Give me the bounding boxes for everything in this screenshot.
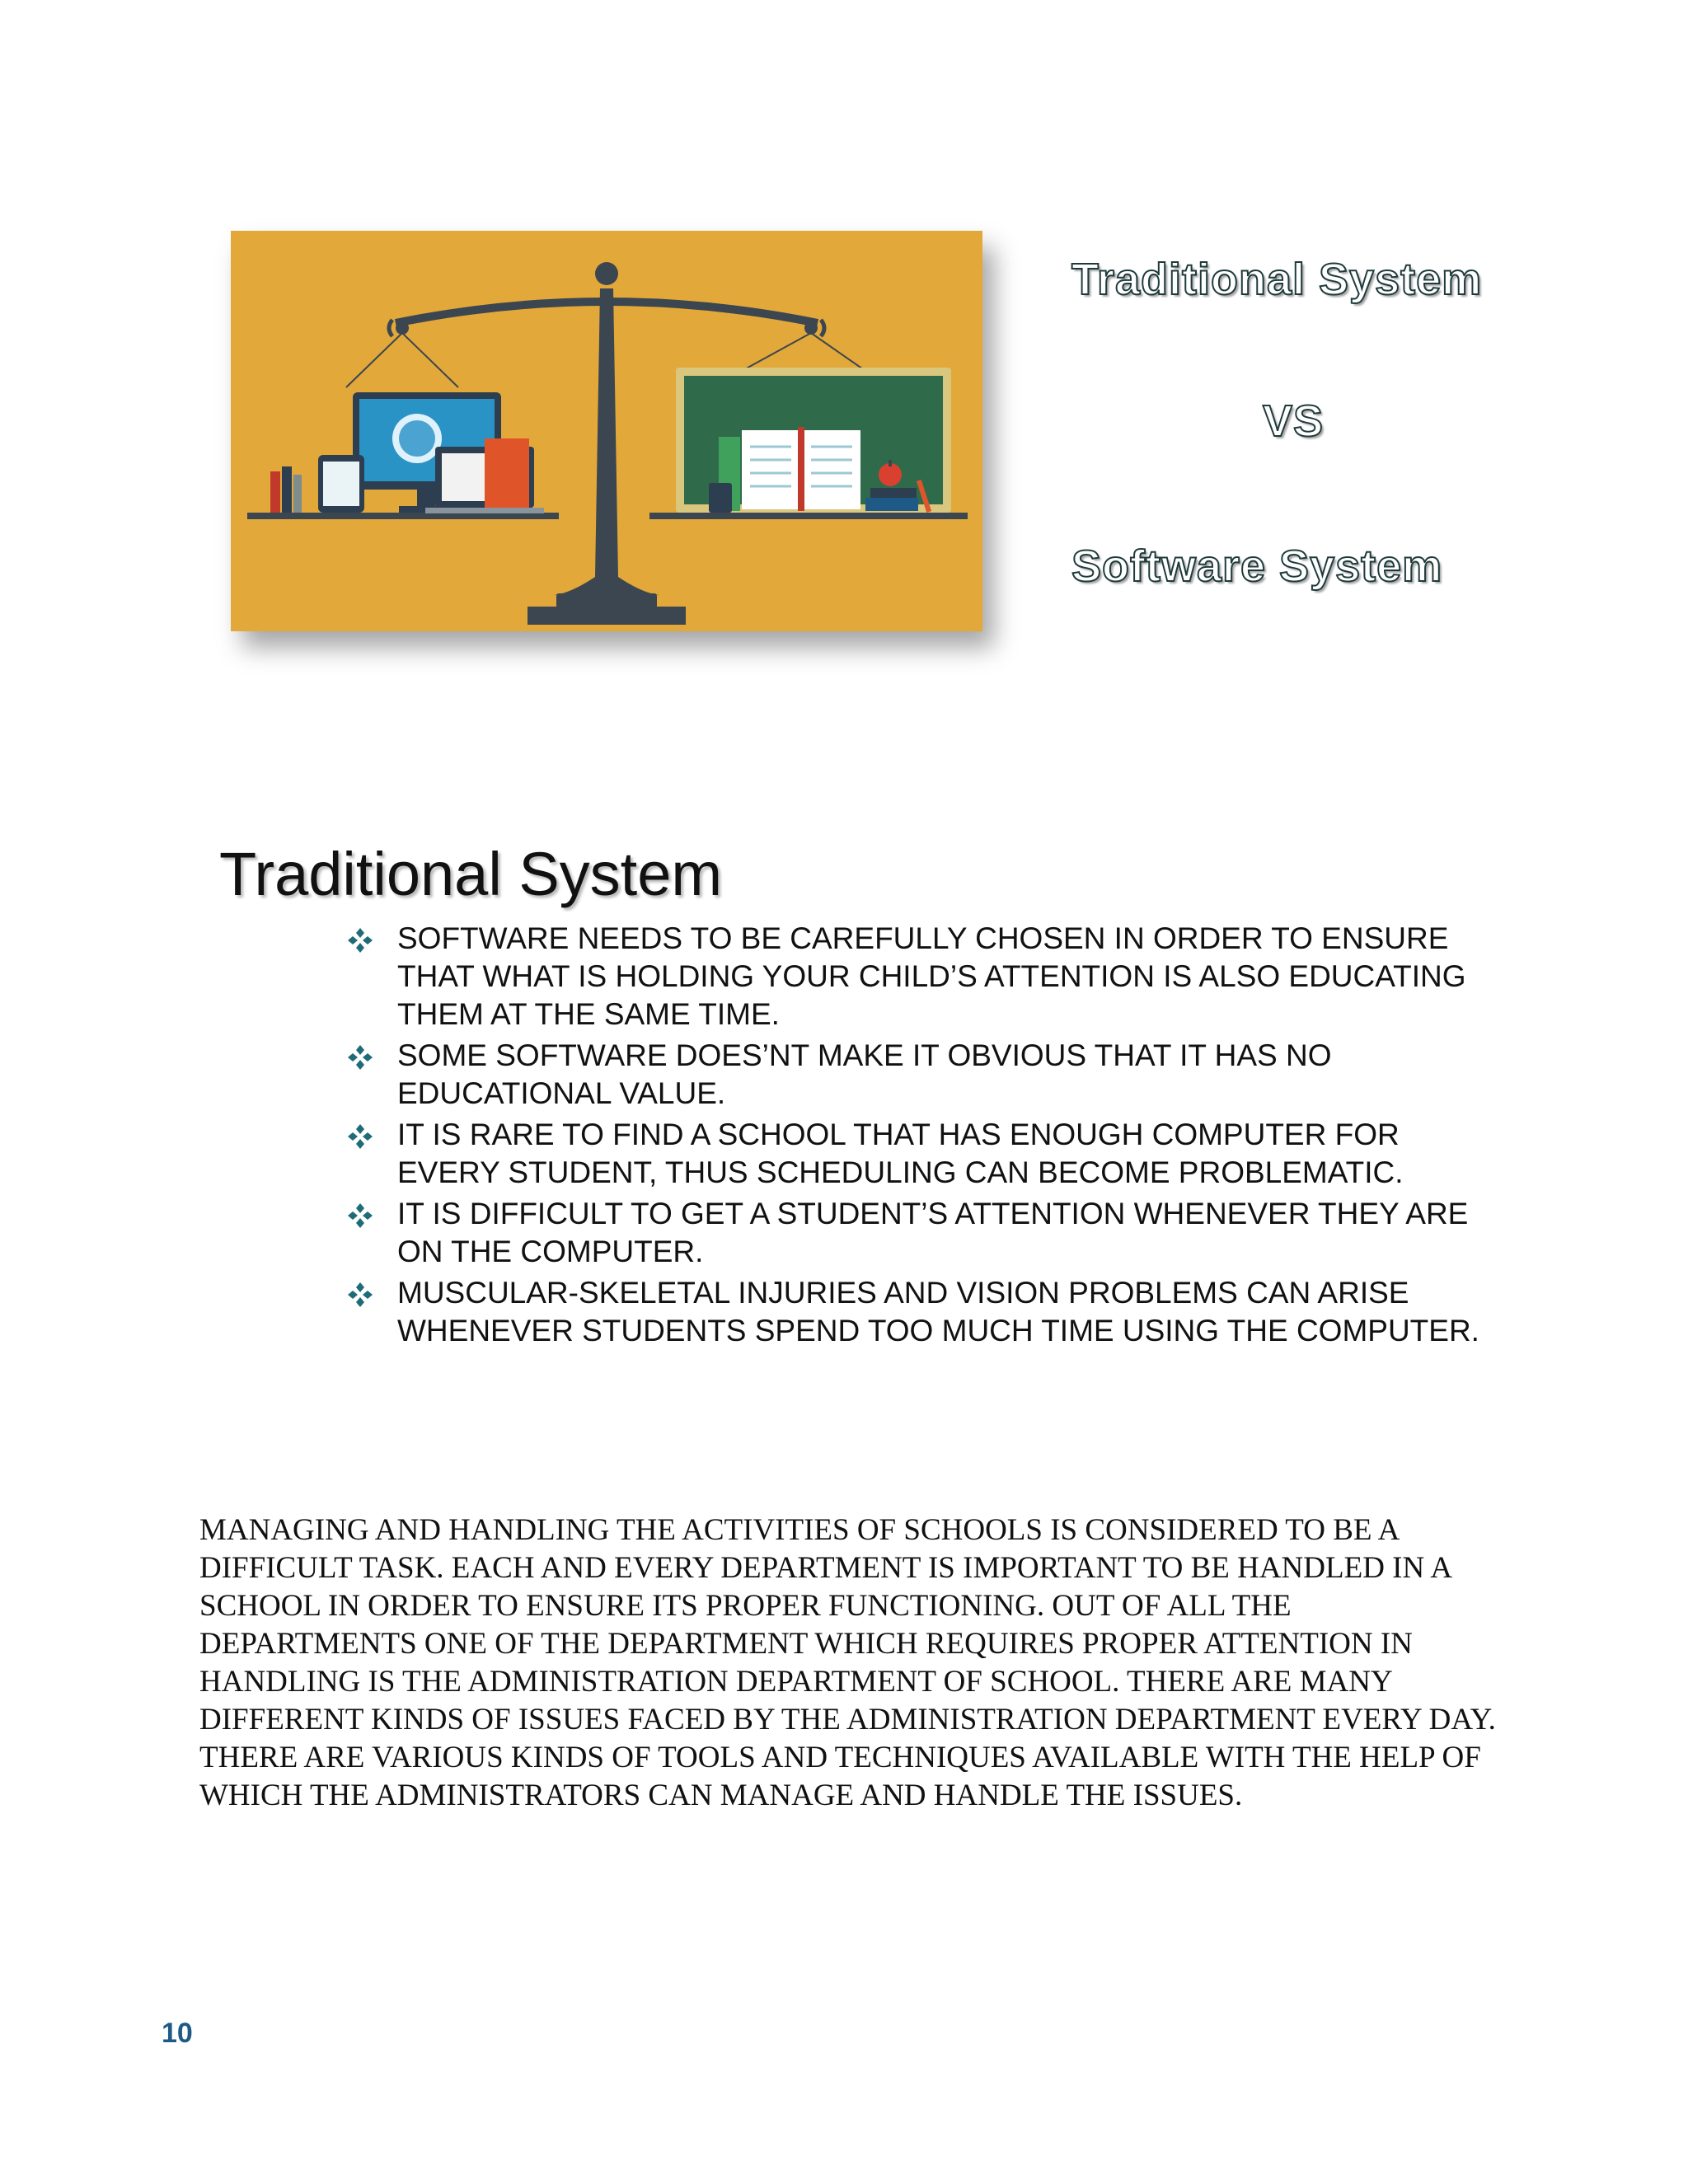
- list-item: [346, 1274, 1500, 1350]
- page-number: 10: [162, 2018, 193, 2049]
- bullet-text: IT IS RARE TO FIND A SCHOOL THAT HAS ENOUGH COMPUTER FOR EVERY STUDENT, THUS SCHEDULING CAN BECOME PROBLEMATIC.: [397, 1118, 1404, 1189]
- bullet-list: [346, 920, 1500, 1353]
- bullet-text: SOME SOFTWARE DOES’NT MAKE IT OBVIOUS THAT IT HAS NO EDUCATIONAL VALUE.: [397, 1038, 1332, 1110]
- list-item: [346, 920, 1500, 1033]
- bullet-text: IT IS DIFFICULT TO GET A STUDENT’S ATTENTION WHENEVER THEY ARE ON THE COMPUTER.: [397, 1197, 1469, 1268]
- four-diamond-bullet-icon: [346, 1281, 374, 1309]
- section-title: Traditional System: [219, 840, 723, 908]
- body-paragraph: MANAGING AND HANDLING THE ACTIVITIES OF SCHOOLS IS CONSIDERED TO BE A DIFFICULT TASK. EACH AND EVERY DEPARTMENT IS IMPORTANT TO BE HANDLED IN A SCHOOL IN ORDER TO ENSURE ITS PROPER FUNCTIONING. OUT OF ALL THE DEPARTMENTS ONE OF THE DEPARTMENT WHICH REQUIRES PROPER ATTENTION IN HANDLING IS THE ADMINISTRATION DEPARTMENT OF SCHOOL. THERE ARE MANY DIFFERENT KINDS OF ISSUES FACED BY THE ADMINISTRATION DEPARTMENT EVERY DAY. THERE ARE VARIOUS KINDS OF TOOLS AND TECHNIQUES AVAILABLE WITH THE HELP OF WHICH THE ADMINISTRATORS CAN MANAGE AND HANDLE THE ISSUES.: [199, 1513, 1496, 1812]
- hero-heading-traditional: Traditional System: [1071, 255, 1483, 304]
- hero-heading-software: Software System: [1071, 541, 1443, 591]
- scale-illustration-graphic: [231, 231, 982, 631]
- list-item: [346, 1116, 1500, 1192]
- four-diamond-bullet-icon: [346, 926, 374, 954]
- list-item: [346, 1195, 1500, 1271]
- hero-heading-vs: VS: [1263, 396, 1325, 446]
- list-item: [346, 1037, 1500, 1113]
- four-diamond-bullet-icon: [346, 1043, 374, 1071]
- bullet-text: SOFTWARE NEEDS TO BE CAREFULLY CHOSEN IN ORDER TO ENSURE THAT WHAT IS HOLDING YOUR CHILD’S ATTENTION IS ALSO EDUCATING THEM AT THE SAME TIME.: [397, 921, 1466, 1031]
- four-diamond-bullet-icon: [346, 1122, 374, 1151]
- hero-illustration: [231, 231, 982, 631]
- bullet-text: MUSCULAR-SKELETAL INJURIES AND VISION PROBLEMS CAN ARISE WHENEVER STUDENTS SPEND TOO MUCH TIME USING THE COMPUTER.: [397, 1276, 1479, 1347]
- four-diamond-bullet-icon: [346, 1202, 374, 1230]
